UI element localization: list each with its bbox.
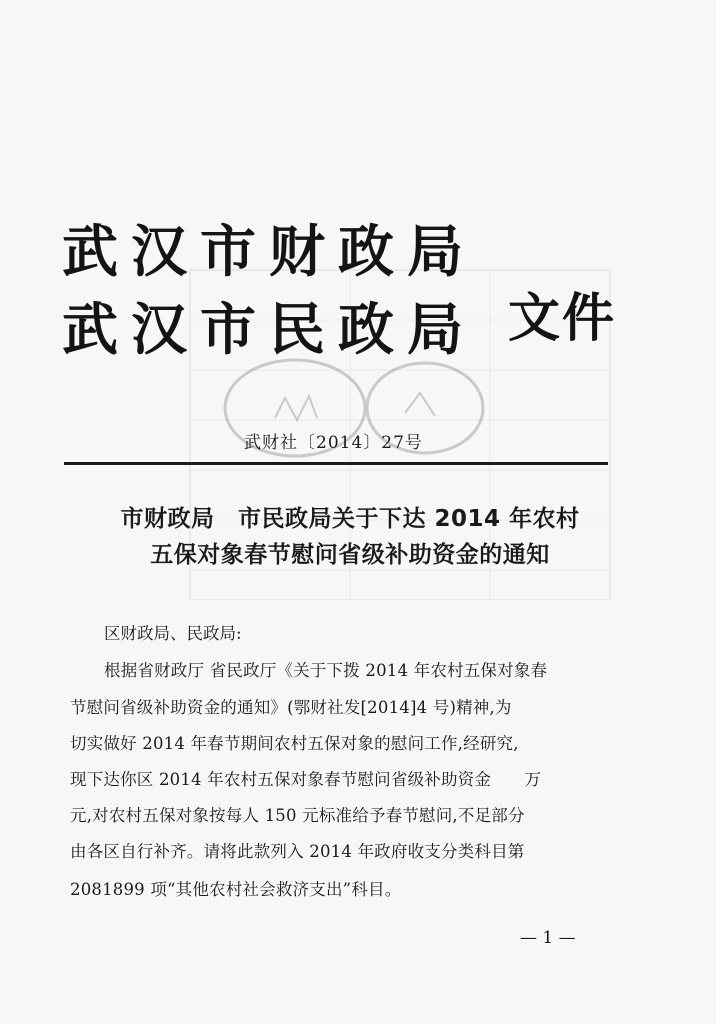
body-line: 2081899 项“其他农村社会救济支出”科目。 [70,880,402,899]
document-number: 武财社〔2014〕27号 [244,433,423,453]
issuer-civil-affairs-bureau: 武汉市民政局 [62,298,476,363]
notice-title-line-2: 五保对象春节慰问省级补助资金的通知 [150,542,550,568]
issuer-finance-bureau: 武汉市财政局 [62,220,476,285]
header-divider [64,462,608,465]
body-line: 节慰问省级补助资金的通知》(鄂财社发[2014]4 号)精神,为 [70,698,512,717]
official-seal-stamp [205,358,485,478]
body-line: 元,对农村五保对象按每人 150 元标准给予春节慰问,不足部分 [70,806,525,825]
notice-title-line-1: 市财政局 市民政局关于下达 2014 年农村 [120,506,580,532]
body-line: 切实做好 2014 年春节期间农村五保对象的慰问工作,经研究, [70,734,519,753]
document-type-label: 文件 [508,289,617,349]
page-number: — 1 — [520,928,576,948]
body-line: 根据省财政厅 省民政厅《关于下拨 2014 年农村五保对象春 [104,661,548,680]
body-line: 现下达你区 2014 年农村五保对象春节慰问省级补助资金 万 [70,770,542,789]
body-line: 由各区自行补齐。请将此款列入 2014 年政府收支分类科目第 [70,842,525,861]
salutation: 区财政局、民政局: [104,624,242,643]
